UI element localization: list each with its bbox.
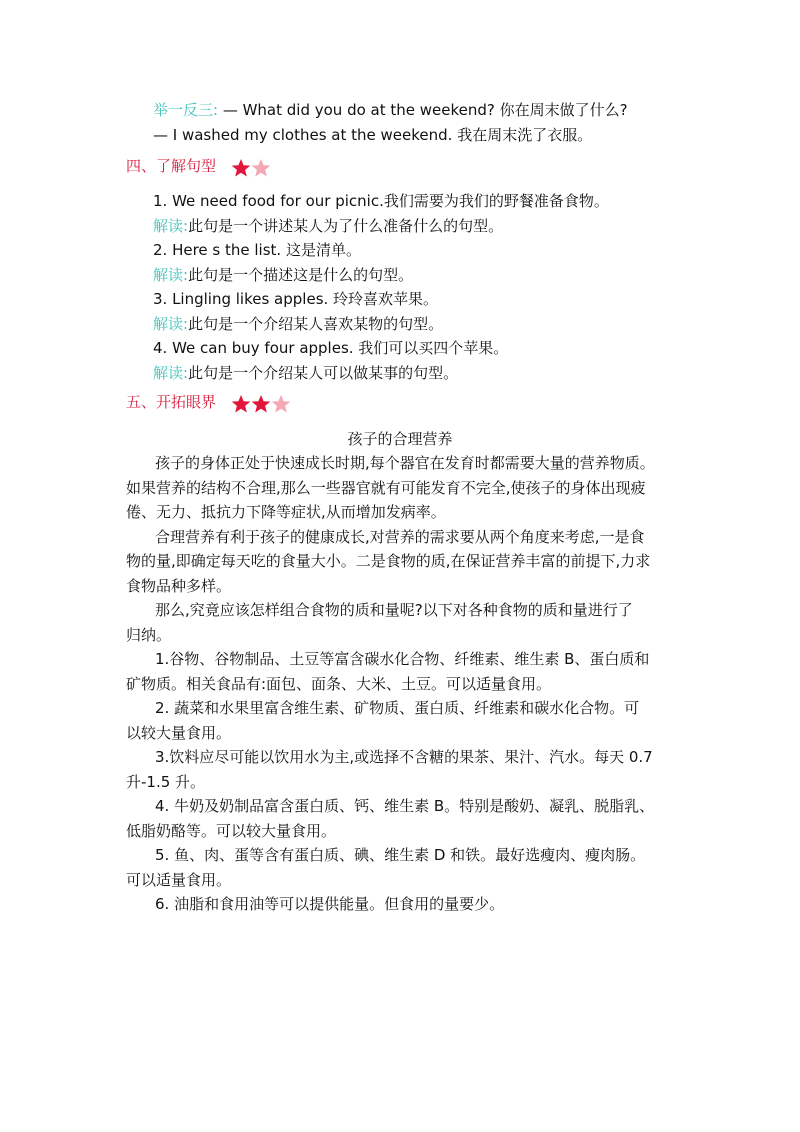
paragraph-line: 合理营养有利于孩子的健康成长,对营养的需求要从两个角度来考虑,一是食 — [155, 528, 645, 546]
article-title: 孩子的合理营养 — [347, 430, 453, 448]
paragraph-line: 2. 蔬菜和水果里富含维生素、矿物质、蛋白质、纤维素和碳水化合物。可 — [155, 699, 640, 717]
paragraph-line: 5. 鱼、肉、蛋等含有蛋白质、碘、维生素 D 和铁。最好选瘦肉、瘦肉肠。 — [155, 846, 646, 864]
sentence-2: 2. Here s the list. 这是清单。 — [153, 241, 361, 259]
note-row-3 — [153, 314, 443, 334]
note-label: 解读: — [153, 217, 189, 235]
example-question: — What did you do at the weekend? 你在周末做了什么? — [218, 101, 628, 119]
note-label: 解读: — [153, 266, 189, 284]
paragraph-line: 那么,究竟应该怎样组合食物的质和量呢?以下对各种食物的质和量进行了 — [155, 601, 633, 619]
note-row-4 — [153, 363, 458, 383]
paragraph-line: 如果营养的结构不合理,那么一些器官就有可能发育不完全,使孩子的身体出现疲 — [126, 479, 646, 497]
section5-rating — [231, 394, 291, 414]
paragraph-line: 以较大量食用。 — [126, 724, 232, 742]
section4-heading: 四、了解句型 — [126, 157, 217, 175]
paragraph-line: 可以适量食用。 — [126, 871, 232, 889]
note-text: 此句是一个讲述某人为了什么准备什么的句型。 — [188, 217, 504, 235]
note-label: 解读: — [153, 315, 189, 333]
paragraph-line: 低脂奶酪等。可以较大量食用。 — [126, 822, 337, 840]
note-text: 此句是一个描述这是什么的句型。 — [188, 266, 414, 284]
section4-rating — [231, 158, 271, 178]
section5-heading-row — [126, 392, 291, 414]
paragraph-line: 矿物质。相关食品有:面包、面条、大米、土豆。可以适量食用。 — [126, 675, 552, 693]
sentence-3: 3. Lingling likes apples. 玲玲喜欢苹果。 — [153, 290, 439, 308]
note-label: 解读: — [153, 364, 189, 382]
section4-heading-row — [126, 156, 271, 178]
paragraph-line: 4. 牛奶及奶制品富含蛋白质、钙、维生素 B。特别是酸奶、凝乳、脱脂乳、 — [155, 797, 655, 815]
sentence-1: 1. We need food for our picnic.我们需要为我们的野餐准备食物。 — [153, 192, 609, 210]
paragraph-line: 归纳。 — [126, 626, 172, 644]
star-full-icon — [251, 394, 271, 414]
paragraph-line: 食物品种多样。 — [126, 577, 232, 595]
example-question-line — [153, 100, 628, 120]
note-row-2 — [153, 265, 413, 285]
star-faded-icon — [271, 394, 291, 414]
star-faded-icon — [251, 158, 271, 178]
sentence-4: 4. We can buy four apples. 我们可以买四个苹果。 — [153, 339, 509, 357]
star-full-icon — [231, 394, 251, 414]
section5-heading: 五、开拓眼界 — [126, 393, 217, 411]
note-text: 此句是一个介绍某人可以做某事的句型。 — [188, 364, 459, 382]
star-full-icon — [231, 158, 251, 178]
example-answer: — I washed my clothes at the weekend. 我在周末洗了衣服。 — [153, 126, 593, 144]
paragraph-line: 物的量,即确定每天吃的食量大小。二是食物的质,在保证营养丰富的前提下,力求 — [126, 552, 651, 570]
example-label: 举一反三: — [153, 101, 219, 119]
paragraph-line: 孩子的身体正处于快速成长时期,每个器官在发育时都需要大量的营养物质。 — [155, 454, 655, 472]
paragraph-line: 1.谷物、谷物制品、土豆等富含碳水化合物、纤维素、维生素 B、蛋白质和 — [155, 650, 650, 668]
paragraph-line: 倦、无力、抵抗力下降等症状,从而增加发病率。 — [126, 503, 446, 521]
paragraph-line: 3.饮料应尽可能以饮用水为主,或选择不含糖的果茶、果汁、汽水。每天 0.7 — [155, 748, 653, 766]
note-row-1 — [153, 216, 503, 236]
note-text: 此句是一个介绍某人喜欢某物的句型。 — [188, 315, 444, 333]
paragraph-line: 升-1.5 升。 — [126, 773, 206, 791]
paragraph-line: 6. 油脂和食用油等可以提供能量。但食用的量要少。 — [155, 895, 505, 913]
